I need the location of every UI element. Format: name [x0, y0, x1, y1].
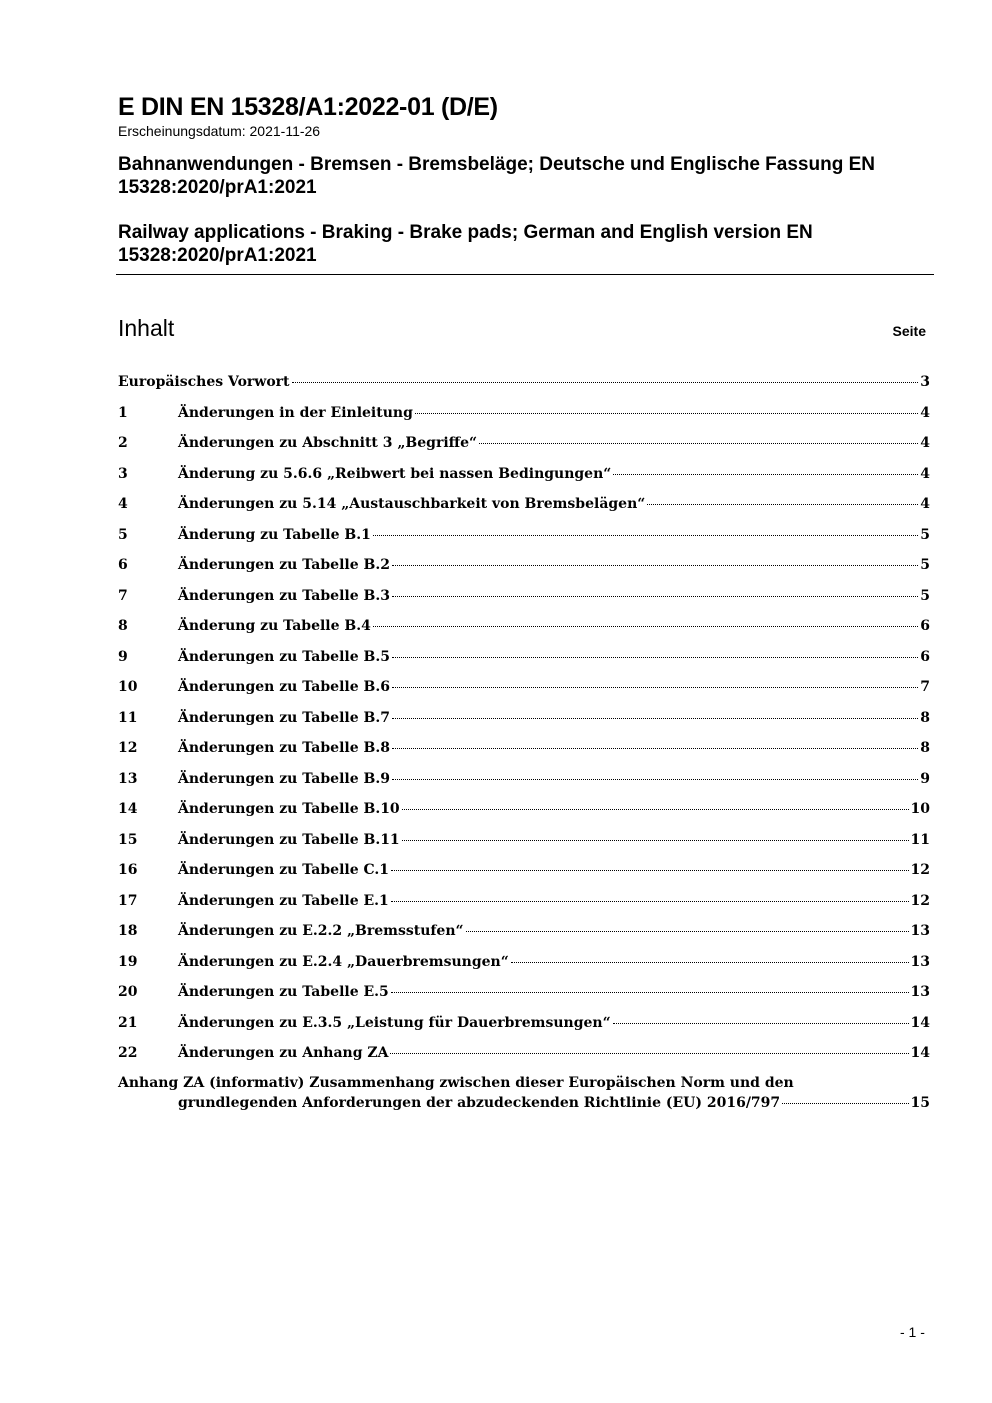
toc-entry[interactable] — [118, 829, 930, 860]
toc-entry[interactable] — [118, 646, 930, 677]
toc-entry[interactable] — [118, 615, 930, 646]
dot-leader — [511, 961, 909, 963]
table-of-contents — [118, 371, 930, 1113]
toc-entry-page: 13 — [910, 923, 930, 939]
toc-entry-title: Änderungen zu E.2.2 „Bremsstufen“ — [178, 923, 464, 939]
dot-leader — [466, 930, 909, 932]
annex-title-line2: grundlegenden Anforderungen der abzudeckenden Richtlinie (EU) 2016/797 — [178, 1094, 781, 1111]
toc-entry-page: 12 — [910, 892, 930, 909]
toc-entry[interactable] — [118, 737, 930, 768]
dot-leader — [392, 564, 918, 566]
dot-leader — [392, 686, 918, 688]
toc-entry-page: 8 — [920, 740, 930, 756]
toc-entry-number: 16 — [118, 862, 138, 878]
toc-entry[interactable] — [118, 524, 930, 555]
toc-entry-page: 4 — [920, 465, 930, 482]
toc-entry-page: 14 — [910, 1014, 930, 1031]
toc-entry-number: 7 — [118, 587, 128, 604]
dot-leader — [479, 442, 918, 444]
toc-entry[interactable] — [118, 1012, 930, 1043]
toc-entry[interactable] — [118, 920, 930, 951]
dot-leader — [392, 656, 918, 658]
toc-entry[interactable] — [118, 554, 930, 585]
dot-leader — [292, 381, 919, 383]
document-id: E DIN EN 15328/A1:2022-01 (D/E) — [118, 93, 498, 121]
toc-entry[interactable] — [118, 768, 930, 799]
toc-entry-number: 5 — [118, 526, 128, 543]
dot-leader — [392, 747, 918, 749]
toc-entry-number: 19 — [118, 953, 138, 970]
document-header — [118, 92, 934, 267]
toc-entry-title: Änderungen zu Tabelle C.1 — [178, 862, 389, 878]
toc-entry-page: 3 — [920, 374, 930, 390]
toc-entry-title: Änderungen zu Tabelle E.5 — [178, 984, 389, 1000]
toc-entry-page: 5 — [920, 526, 930, 543]
toc-entry-number: 17 — [118, 892, 138, 909]
dot-leader — [391, 900, 909, 902]
toc-entry-title: Europäisches Vorwort — [118, 374, 290, 390]
toc-entry-number: 11 — [118, 709, 138, 726]
toc-entry[interactable] — [118, 951, 930, 982]
toc-entry-page: 10 — [910, 801, 930, 817]
toc-entry-title: Änderungen zu Tabelle B.2 — [178, 557, 390, 573]
toc-entry-number: 18 — [118, 923, 138, 939]
dot-leader — [392, 778, 918, 780]
toc-entry-page: 12 — [910, 862, 930, 878]
dot-leader — [402, 808, 909, 810]
toc-entry-number: 9 — [118, 648, 128, 665]
toc-entry-page: 6 — [920, 648, 930, 665]
dot-leader — [402, 839, 909, 841]
toc-entry-page: 5 — [920, 587, 930, 604]
toc-entry-title: Änderungen zu Tabelle B.11 — [178, 831, 400, 848]
dot-leader — [415, 412, 918, 414]
toc-entry[interactable] — [118, 798, 930, 829]
toc-entry-title: Änderungen zu Anhang ZA — [178, 1045, 389, 1061]
toc-entry-annex-za[interactable] — [118, 1073, 930, 1113]
toc-page-label: Seite — [892, 323, 926, 339]
toc-header — [118, 314, 926, 342]
toc-entry-page: 14 — [910, 1045, 930, 1061]
toc-entry-title: Änderungen zu Tabelle B.7 — [178, 709, 390, 726]
publication-date: Erscheinungsdatum: 2021-11-26 — [118, 123, 321, 139]
toc-entry-page: 6 — [920, 618, 930, 634]
toc-entry-number: 22 — [118, 1045, 138, 1061]
toc-entry-title: Änderungen zu Tabelle B.3 — [178, 587, 390, 604]
toc-entry[interactable] — [118, 493, 930, 524]
dot-leader — [390, 1052, 908, 1054]
toc-entry-title: Änderungen zu Tabelle B.6 — [178, 679, 390, 695]
annex-title-line1: Anhang ZA (informativ) Zusammenhang zwischen dieser Europäischen Norm und den — [118, 1074, 794, 1091]
toc-entry-number: 12 — [118, 740, 138, 756]
toc-entry[interactable] — [118, 402, 930, 433]
toc-entry-title: Änderungen zu Tabelle B.9 — [178, 770, 390, 787]
dot-leader — [392, 595, 918, 597]
toc-entry-page: 9 — [920, 770, 930, 787]
toc-entry-number: 13 — [118, 770, 138, 787]
toc-entry-title: Änderungen zu E.2.4 „Dauerbremsungen“ — [178, 953, 509, 970]
toc-entry-title: Änderungen zu Tabelle B.10 — [178, 801, 400, 817]
toc-entry[interactable] — [118, 432, 930, 463]
header-divider — [116, 274, 934, 275]
title-german: Bahnanwendungen - Bremsen - Bremsbeläge; Deutsche und Englische Fassung EN 15328:2020/prA1:2021 — [118, 154, 875, 198]
toc-entry-number: 10 — [118, 679, 138, 695]
dot-leader — [613, 1022, 909, 1024]
toc-entry-page: 13 — [910, 984, 930, 1000]
dot-leader — [782, 1102, 908, 1104]
toc-entry-title: Änderungen zu 5.14 „Austauschbarkeit von Bremsbelägen“ — [178, 496, 646, 512]
toc-entry-page: 11 — [910, 831, 930, 848]
toc-entry-number: 4 — [118, 496, 128, 512]
toc-entry-page: 8 — [920, 709, 930, 726]
toc-entry-page: 5 — [920, 557, 930, 573]
page-number: - 1 - — [900, 1324, 925, 1340]
toc-entry[interactable] — [118, 371, 930, 402]
dot-leader — [391, 991, 909, 993]
toc-entry[interactable] — [118, 890, 930, 921]
toc-heading: Inhalt — [118, 315, 175, 341]
dot-leader — [373, 534, 918, 536]
toc-entry-title: Änderungen zu Abschnitt 3 „Begriffe“ — [178, 435, 478, 451]
toc-entry-number: 14 — [118, 801, 138, 817]
toc-entry-number: 21 — [118, 1014, 138, 1031]
toc-entry-number: 3 — [118, 465, 128, 482]
toc-entry-number: 15 — [118, 831, 138, 848]
toc-entry-number: 8 — [118, 618, 128, 634]
dot-leader — [392, 717, 918, 719]
annex-page: 15 — [910, 1094, 930, 1111]
toc-entry-page: 4 — [920, 435, 930, 451]
dot-leader — [613, 473, 918, 475]
toc-entry-title: Änderungen zu Tabelle B.8 — [178, 740, 390, 756]
toc-entry-page: 13 — [910, 953, 930, 970]
toc-entry-title: Änderungen zu Tabelle B.5 — [178, 648, 390, 665]
toc-entry-page: 7 — [920, 679, 930, 695]
toc-entry-title: Änderung zu 5.6.6 „Reibwert bei nassen Bedingungen“ — [178, 465, 612, 482]
toc-entry-title: Änderung zu Tabelle B.4 — [178, 618, 371, 634]
toc-entry[interactable] — [118, 859, 930, 890]
toc-entry-number: 2 — [118, 435, 128, 451]
dot-leader — [647, 503, 918, 505]
toc-entry-title: Änderungen zu E.3.5 „Leistung für Dauerbremsungen“ — [178, 1014, 611, 1031]
dot-leader — [391, 869, 909, 871]
toc-entry[interactable] — [118, 463, 930, 494]
toc-entry-title: Änderung zu Tabelle B.1 — [178, 526, 371, 543]
title-english: Railway applications - Braking - Brake pads; German and English version EN 15328:2020/prA1:2021 — [118, 222, 813, 266]
dot-leader — [373, 625, 918, 627]
toc-entry-title: Änderungen zu Tabelle E.1 — [178, 892, 389, 909]
toc-entry-number: 6 — [118, 557, 128, 573]
toc-entry[interactable] — [118, 676, 930, 707]
toc-entry-number: 1 — [118, 404, 128, 421]
toc-entry[interactable] — [118, 1042, 930, 1073]
toc-entry-page: 4 — [920, 404, 930, 421]
toc-entry-title: Änderungen in der Einleitung — [178, 404, 413, 421]
toc-entry-number: 20 — [118, 984, 138, 1000]
toc-entry-page: 4 — [920, 496, 930, 512]
toc-entry[interactable] — [118, 585, 930, 616]
toc-entry[interactable] — [118, 981, 930, 1012]
toc-entry[interactable] — [118, 707, 930, 738]
